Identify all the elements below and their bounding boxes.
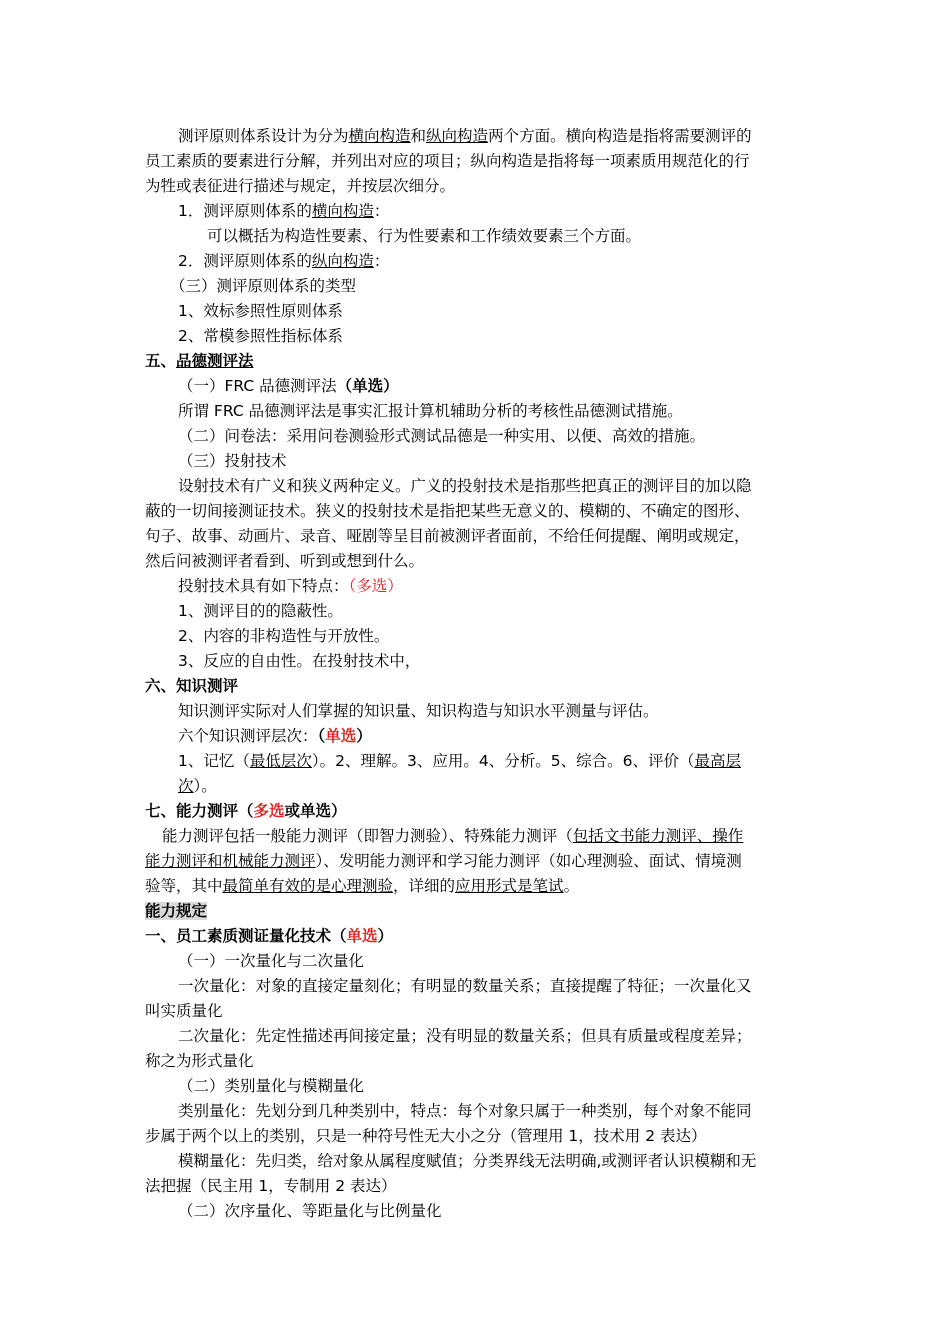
subheading: （三）投射技术 [178,452,287,470]
text: 。 [563,877,580,895]
subheading [178,374,810,398]
paragraph-line: 句子、故事、动画片、录音、哑剧等呈目前被测评者面前，不给任何提醒、阐明或规定， [145,527,750,545]
text: 1．测评原则体系的 [178,202,312,220]
subheading: （三）测评原则体系的类型 [170,277,357,295]
paragraph-line [178,574,810,598]
question-type-label: 单选 [325,727,357,745]
list-item: 1、测评目的的隐蔽性。 [178,602,343,620]
text: ）。2、理解。3、应用。4、分析。5、综合。6、评价（ [311,752,695,770]
paragraph-line: 可以概括为构造性要素、行为性要素和工作绩效要素三个方面。 [207,227,642,245]
list-item [178,249,810,273]
paragraph-line: 法把握（民主用 1，专制用 2 表达） [145,1177,397,1195]
text: ）。 [193,777,217,795]
text: ，详细的 [393,877,456,895]
text: 投射技术具有如下特点： [178,577,349,595]
section-heading: 六、知识测评 [145,677,239,695]
paragraph-line [178,749,810,773]
section-heading [145,899,810,923]
paragraph-line: 所谓 FRC 品德测评法是事实汇报计算机辅助分析的考核性品德测试措施。 [178,402,683,420]
paragraph-line: 员工素质的要素进行分解，并列出对应的项目；纵向构造是指将每一项素质用规范化的行 [145,152,750,170]
paragraph-line [178,724,810,748]
paragraph-line: 模糊量化：先归类，给对象从属程度赋值；分类界线无法明确,或测评者认识模糊和无 [178,1152,757,1170]
list-item: 2、常模参照性指标体系 [178,327,343,345]
paragraph-line: 然后问被测评者看到、听到或想到什么。 [145,552,425,570]
underlined-term: 横向构造 [348,127,411,145]
text: ）、发明能力测评和学习能力测评（如心理测验、面试、情境测 [315,852,742,870]
text: ） [356,727,372,745]
paragraph-line: 称之为形式量化 [145,1052,254,1070]
text: 测评原则体系设计为分为 [178,127,349,145]
paragraph-line: 知识测评实际对人们掌握的知识量、知识构造与知识水平测量与评估。 [178,702,659,720]
paragraph-line: 叫实质量化 [145,1002,223,1020]
paragraph-line [178,774,810,798]
paragraph-line [145,849,810,873]
underlined-term: 最高层 [694,752,741,770]
text: ） [377,927,394,945]
text: 六个知识测评层次： [178,727,318,745]
question-type-label: 多选 [253,802,285,820]
text: 和 [410,127,427,145]
subheading: （二）次序量化、等距量化与比例量化 [178,1202,442,1220]
list-item: 1、效标参照性原则体系 [178,302,343,320]
subheading: （二）类别量化与模糊量化 [178,1077,365,1095]
text: 五、 [145,352,177,370]
paragraph-line: 设射技术有广义和狭义两种定义。广义的投射技术是指那些把真正的测评目的加以隐 [178,477,752,495]
paragraph-line: 类别量化：先划分到几种类别中，特点：每个对象只属于一种类别，每个对象不能同 [178,1102,752,1120]
highlighted-heading: 能力规定 [145,902,208,920]
underlined-term: 纵向构造 [426,127,489,145]
paragraph-line: 为牲或表征进行描述与规定，并按层次细分。 [145,177,456,195]
paragraph-line [162,824,810,848]
text: （ [317,727,326,745]
text: 2．测评原则体系的 [178,252,312,270]
underlined-term: 应用形式是笔试 [455,877,564,895]
underlined-term: 最低层次 [249,752,312,770]
paragraph-line [145,874,810,898]
text: 或单选） [284,802,347,820]
underlined-term: 次 [178,777,194,795]
text: 能力测评包括一般能力测评（即智力测验）、特殊能力测评（ [162,827,573,845]
paragraph-line: 蔽的一切间接测证技术。狭义的投射技术是指把某些无意义的、模糊的、不确定的图形、 [145,502,750,520]
text: （一）FRC 品德测评法 [178,377,337,395]
text: ： [373,202,390,220]
section-heading [145,924,810,948]
text: 验等，其中 [145,877,223,895]
paragraph-line [178,124,810,148]
underlined-term: 能力测评和机械能力测评 [145,852,316,870]
underlined-term: 品德测评法 [176,352,254,370]
underlined-term: 包括文书能力测评、操作 [572,827,744,845]
underlined-term: 横向构造 [311,202,374,220]
text: 1、记忆（ [178,752,250,770]
section-heading [145,799,810,823]
underlined-term: 纵向构造 [311,252,374,270]
question-type-label: 单选 [346,927,378,945]
paragraph-line: 步属于两个以上的类别，只是一种符号性无大小之分（管理用 1，技术用 2 表达） [145,1127,707,1145]
question-type-label: （多选） [348,577,403,595]
list-item: 2、内容的非构造性与开放性。 [178,627,390,645]
text: ： [373,252,390,270]
question-type-label: （单选） [336,377,399,395]
paragraph-line: 一次量化：对象的直接定量刻化；有明显的数量关系；直接提醒了特征；一次量化又 [178,977,752,995]
paragraph-line: （二）问卷法：采用问卷测验形式测试品德是一种实用、以便、高效的措施。 [178,427,706,445]
text: 一、员工素质测证量化技术（ [145,927,347,945]
text: 两个方面。横向构造是指将需要测评的 [488,127,752,145]
list-item: 3、反应的自由性。在投射技术中， [178,652,421,670]
subheading: （一）一次量化与二次量化 [178,952,365,970]
list-item [178,199,810,223]
underlined-term: 最简单有效的是心理测验 [222,877,394,895]
text: 七、能力测评（ [145,802,254,820]
paragraph-line: 二次量化：先定性描述再间接定量；没有明显的数量关系；但具有质量或程度差异； [178,1027,752,1045]
section-heading [145,349,810,373]
